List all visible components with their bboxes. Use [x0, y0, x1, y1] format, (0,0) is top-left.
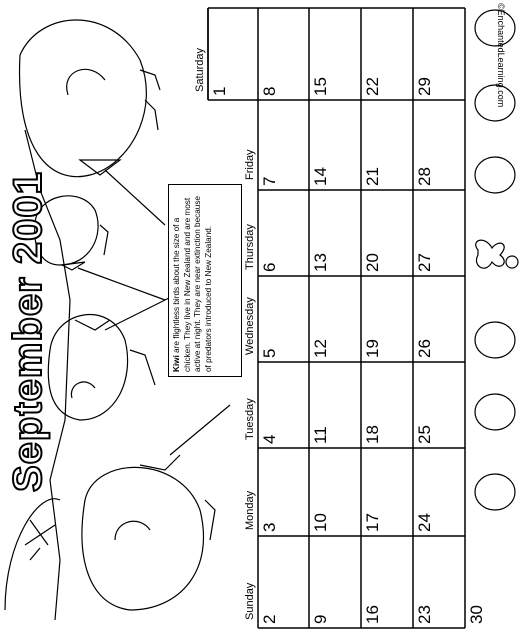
- day-number: 17: [363, 513, 382, 532]
- info-keyword: Kiwi: [172, 355, 181, 372]
- day-number: 7: [260, 176, 279, 186]
- weekday-sunday: Sunday: [244, 582, 256, 620]
- page-title: September 2001: [6, 171, 50, 492]
- day-number: 20: [363, 253, 382, 272]
- day-number: 10: [311, 513, 330, 532]
- day-number: 24: [415, 513, 434, 532]
- credit-text: ©EnchantedLearning.com: [496, 3, 506, 108]
- day-number: 1: [210, 86, 229, 96]
- day-number: 15: [311, 77, 330, 96]
- day-number: 26: [415, 339, 434, 358]
- day-number: 27: [415, 253, 434, 272]
- day-number: 4: [260, 434, 279, 444]
- weekday-tuesday: Tuesday: [244, 398, 256, 440]
- weekday-friday: Friday: [244, 149, 256, 180]
- day-number: 16: [363, 605, 382, 624]
- day-number: 11: [311, 426, 330, 444]
- info-box: [168, 184, 242, 377]
- day-number: 19: [363, 339, 382, 358]
- day-number: 21: [363, 167, 382, 186]
- day-number: 3: [260, 522, 279, 532]
- weekday-saturday: Saturday: [194, 47, 206, 92]
- day-number: 2: [260, 614, 279, 624]
- day-number: 9: [311, 614, 330, 624]
- day-number: 5: [260, 348, 279, 358]
- day-number: 14: [311, 167, 330, 186]
- day-number: 13: [311, 253, 330, 272]
- info-text: are flightless birds about the size of a chicken. They live in New Zealand and are most active at night. They are near extinction because of predators introduced to New Zealand.: [172, 196, 213, 372]
- day-number: 28: [415, 167, 434, 186]
- day-number: 22: [363, 77, 382, 96]
- weekday-wednesday: Wednesday: [244, 297, 256, 355]
- day-number: 29: [415, 77, 434, 96]
- weekday-monday: Monday: [244, 490, 256, 530]
- day-number: 12: [311, 339, 330, 358]
- day-number: 6: [260, 262, 279, 272]
- day-number: 18: [363, 425, 382, 444]
- day-number: 25: [415, 425, 434, 444]
- day-number: 30: [467, 605, 486, 624]
- weekday-thursday: Thursday: [244, 224, 256, 270]
- day-number: 23: [415, 605, 434, 624]
- day-number: 8: [260, 86, 279, 96]
